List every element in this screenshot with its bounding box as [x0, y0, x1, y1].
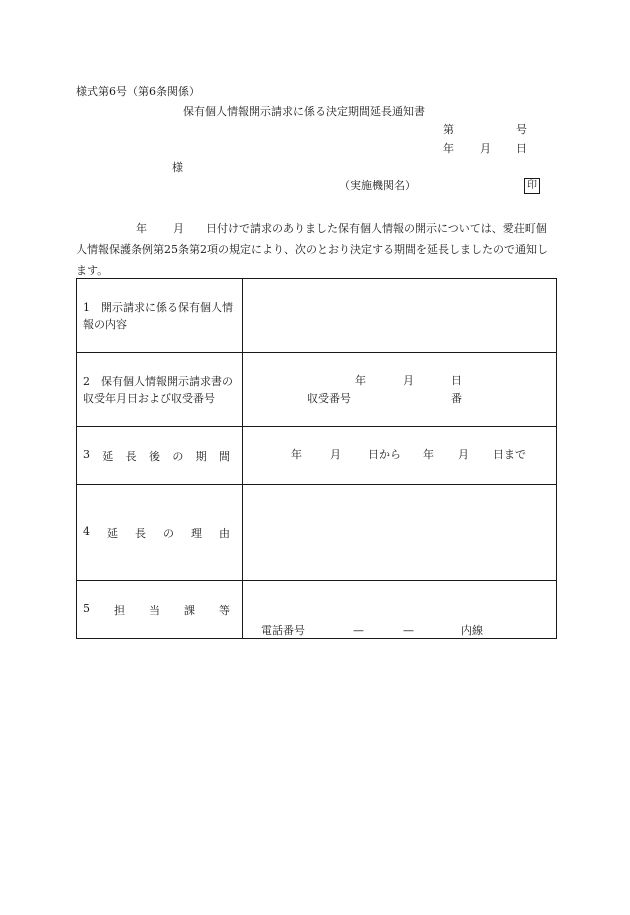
table-row [77, 485, 557, 581]
period-to-label: 日まで [493, 448, 526, 461]
row2-label: 2 保有個人情報開示請求書の収受年月日および収受番号 [83, 374, 233, 405]
table-row [77, 279, 557, 353]
phone-dash-1: — [353, 624, 364, 637]
row1-label: 1 開示請求に係る保有個人情報の内容 [83, 300, 233, 331]
notice-paragraph [76, 218, 556, 281]
row3-label: 3 延 長 後 の 期 間 [83, 447, 230, 463]
row4-label: 4 延 長 の 理 由 [83, 524, 230, 540]
document-title: 保有個人情報開示請求に係る決定期間延長通知書 [183, 105, 425, 118]
row3-value-cell [243, 427, 557, 485]
receipt-number-label: 収受番号 [307, 392, 351, 405]
receipt-number-suffix: 番 [451, 392, 462, 405]
table-row [77, 581, 557, 639]
date-day-label: 日 [516, 142, 527, 155]
table-row [77, 427, 557, 485]
row2-day-label: 日 [451, 374, 462, 387]
row3-label-cell [77, 427, 243, 485]
doc-number-prefix: 第 [443, 123, 454, 136]
extension-form-table [76, 278, 557, 639]
row4-label-cell [77, 485, 243, 581]
period-end-month: 月 [458, 448, 469, 461]
row2-month-label: 月 [403, 374, 414, 387]
body-year-label: 年 [136, 222, 147, 235]
row1-value-cell [243, 279, 557, 353]
row2-label-cell [77, 353, 243, 427]
table-row [77, 353, 557, 427]
period-start-year: 年 [291, 448, 302, 461]
row2-year-label: 年 [355, 374, 366, 387]
phone-number-label: 電話番号 [261, 624, 305, 637]
seal-mark: 印 [524, 178, 540, 194]
body-text: 日付けで請求のありました保有個人情報の開示については、愛荘町個人情報保護条例第25条第2項の規定により、次のとおり決定する期間を延長しましたので通知します。 [76, 222, 548, 277]
row2-value-cell [243, 353, 557, 427]
row1-label-cell [77, 279, 243, 353]
extension-label: 内線 [461, 624, 483, 637]
row5-label: 5 担 当 課 等 [83, 601, 230, 617]
date-year-label: 年 [443, 142, 454, 155]
doc-number-suffix: 号 [516, 123, 527, 136]
row4-value-cell [243, 485, 557, 581]
form-number: 様式第6号（第6条関係） [76, 85, 200, 98]
agency-name-label: （実施機関名） [339, 179, 416, 192]
body-month-label: 月 [173, 222, 184, 235]
addressee-suffix: 様 [172, 161, 183, 174]
phone-dash-2: — [403, 624, 414, 637]
period-end-year: 年 [423, 448, 434, 461]
period-from-label: 日から [368, 448, 401, 461]
row5-label-cell [77, 581, 243, 639]
date-month-label: 月 [480, 142, 491, 155]
row5-value-cell [243, 581, 557, 639]
period-start-month: 月 [330, 448, 341, 461]
